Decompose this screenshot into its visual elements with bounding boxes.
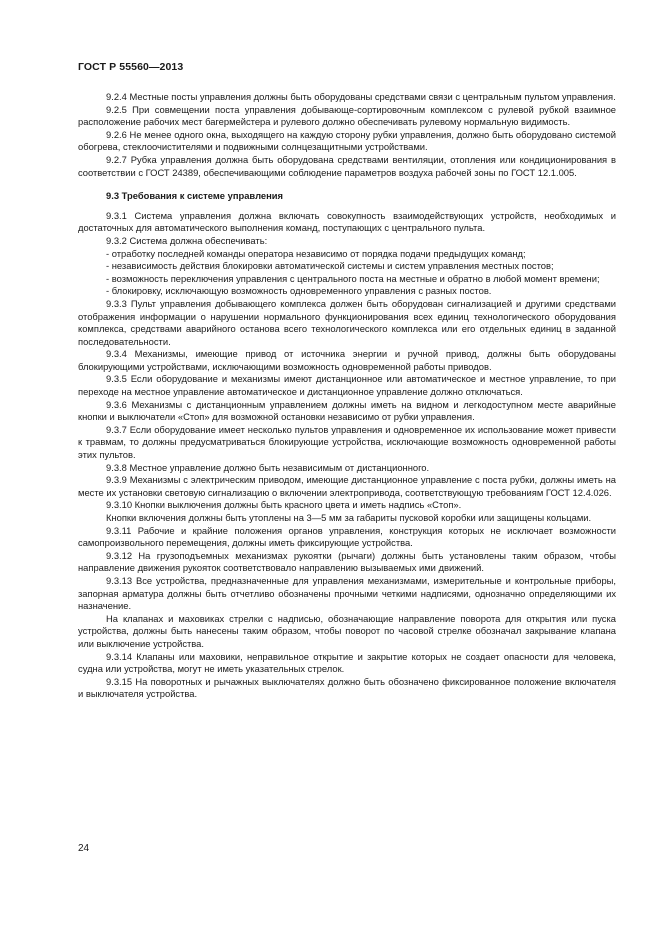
paragraph-9-3-4: 9.3.4 Механизмы, имеющие привод от источника энергии и ручной привод, должны быть оборудованы блокирующими устройствами, исключающими возможность одновременной работы приводов. [78, 348, 616, 372]
paragraph-9-3-12: 9.3.12 На грузоподъемных механизмах рукоятки (рычаги) должны быть установлены таким образом, чтобы направление движения рукояток соответствовало направлению вызываемых ими движений. [78, 549, 616, 574]
paragraph-9-2-7: 9.2.7 Рубка управления должна быть оборудована средствами вентиляции, отопления или кондиционирования в соответствии с ГОСТ 24389, обеспечивающими соблюдение параметров воздуха рабочей зоны по ГОСТ 12.1.005. [78, 153, 616, 178]
paragraph-9-3-7: 9.3.7 Если оборудование имеет несколько пультов управления и одновременное их использование может привести к травмам, то должны предусматриваться блокирующие устройства, исключающие возможность одновременной работы этих пультов. [78, 423, 616, 461]
paragraph-9-3-13: 9.3.13 Все устройства, предназначенные для управления механизмами, измерительные и контрольные приборы, запорная арматура должны быть отчетливо обозначены прочными четкими надписями, однозначно определяющими их назначение. [78, 574, 616, 612]
paragraph-9-3-8: 9.3.8 Местное управление должно быть независимым от дистанционного. [106, 461, 430, 473]
document-body [78, 91, 616, 701]
paragraph-9-3-10-cont: Кнопки включения должны быть утоплены на 3—5 мм за габариты пусковой коробки или защищены кольцами. [106, 512, 592, 523]
paragraph-9-3-2: 9.3.2 Система должна обеспечивать: [106, 234, 268, 246]
paragraph-9-3-1: 9.3.1 Система управления должна включать совокупность взаимодействующих устройств, необходимых и достаточных для автоматического выполнения команд, поступающих с центрального пульта. [78, 209, 616, 234]
list-item: - независимость действия блокировки автоматической системы и систем управления местных постов; [106, 260, 554, 272]
page-number: 24 [78, 843, 90, 854]
paragraph-9-3-9: 9.3.9 Механизмы с электрическим приводом, имеющие дистанционное управление с поста рубки, должны иметь на месте их установки световую сигнализацию о включении электропривода, соответствующую требованиям ГОСТ 12.4.026. [78, 474, 616, 498]
paragraph-9-2-5: 9.2.5 При совмещении поста управления добывающе-сортировочным комплексом с рулевой рубкой взаимное расположение рабочих мест багермейстера и рулевого должно обеспечивать рулевому нормальную видимость. [78, 103, 616, 128]
paragraph-9-3-3: 9.3.3 Пульт управления добывающего комплекса должен быть оборудован сигнализацией и другими средствами отображения информации о нарушении нормального функционирования всех единиц технологического оборудования комплекса, средствами аварийного останова всего технологического комплекса или его отдельных единиц в заданной последовательности. [78, 297, 616, 347]
paragraph-9-2-4: 9.2.4 Местные посты управления должны быть оборудованы средствами связи с центральным пультом управления. [106, 91, 616, 102]
paragraph-9-3-6: 9.3.6 Механизмы с дистанционным управлением должны иметь на видном и легкодоступном месте аварийные кнопки и выключатели «Стоп» для возможной остановки независимо от рубки управления. [78, 398, 616, 423]
section-heading-9-3: 9.3 Требования к системе управления [106, 190, 284, 202]
list-item: - блокировку, исключающую возможность одновременного управления с разных постов. [106, 285, 492, 297]
paragraph-9-3-13-cont: На клапанах и маховиках стрелки с надписью, обозначающие направление поворота для открытия или пуска устройства, должны быть нанесены таким образом, чтобы поворот по часовой стрелке обозначал закрывание клапана или выключение устройства. [78, 612, 616, 649]
paragraph-9-3-14: 9.3.14 Клапаны или маховики, неправильное открытие и закрытие которых не создает опасности для человека, судна или устройства, могут не иметь указательных стрелок. [78, 650, 616, 675]
paragraph-9-3-11: 9.3.11 Рабочие и крайние положения органов управления, конструкция которых не исключает возможности самопроизвольного перемещения, должны иметь фиксирующие устройства. [78, 524, 616, 549]
paragraph-9-2-6: 9.2.6 Не менее одного окна, выходящего на каждую сторону рубки управления, должно быть оборудовано системой обогрева, стеклоочистителями и подвижными солнцезащитными устройствами. [78, 128, 616, 153]
list-item: - возможность переключения управления с центрального поста на местные и обратно в любой момент времени; [106, 272, 600, 284]
paragraph-9-3-5: 9.3.5 Если оборудование и механизмы имеют дистанционное или автоматическое и местное управление, то при переходе на местное управление автоматическое и дистанционное управление должно отключаться. [78, 373, 616, 398]
paragraph-9-3-15: 9.3.15 На поворотных и рычажных выключателях должно быть обозначено фиксированное положение включателя и выключателя устройства. [78, 675, 616, 700]
document-header: ГОСТ Р 55560—2013 [78, 61, 184, 73]
paragraph-9-3-10: 9.3.10 Кнопки выключения должны быть красного цвета и иметь надпись «Стоп». [106, 499, 462, 511]
list-item: - отработку последней команды оператора независимо от порядка подачи предыдущих команд; [106, 247, 526, 259]
